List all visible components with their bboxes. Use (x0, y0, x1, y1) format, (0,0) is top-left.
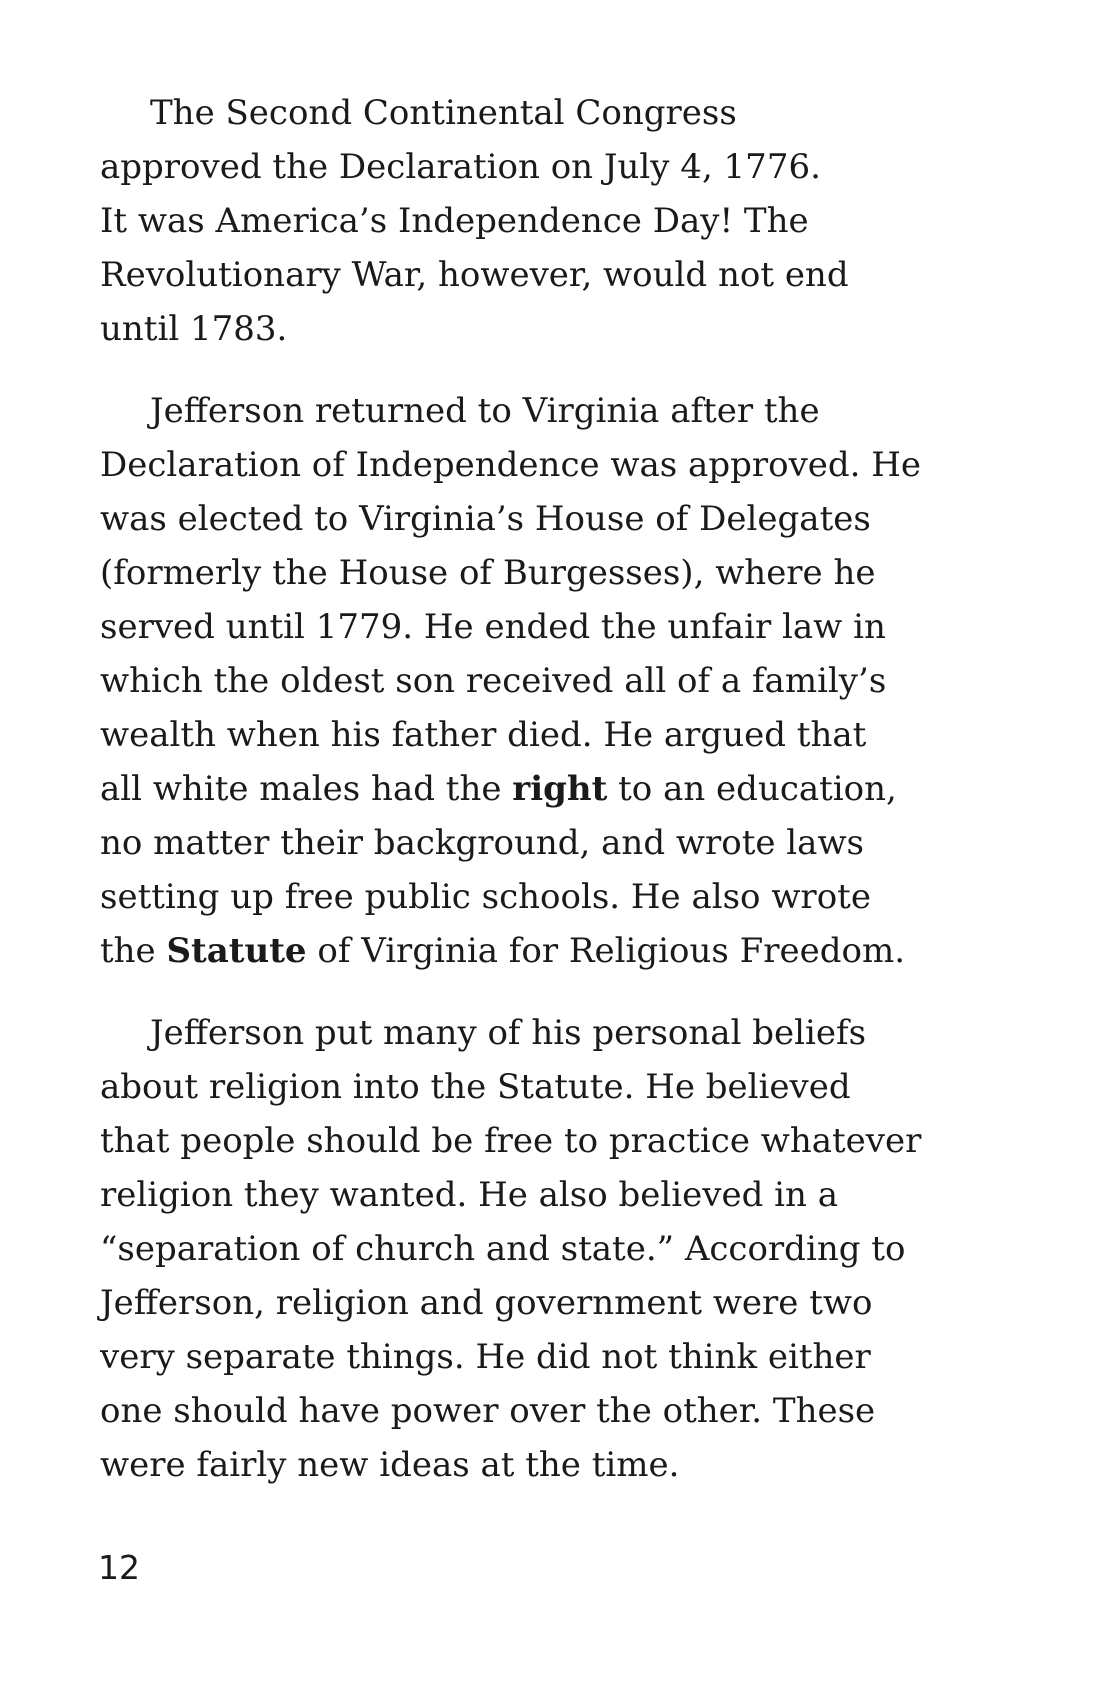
page-number: 12 (98, 1548, 140, 1587)
text-line: religion they wanted. He also believed in a (100, 1175, 839, 1215)
text-line: Jefferson returned to Virginia after the (150, 391, 820, 431)
text-line: was elected to Virginia’s House of Delegates (100, 499, 871, 539)
text-line: “separation of church and state.” According to (100, 1229, 906, 1269)
text-line: that people should be free to practice whatever (100, 1121, 922, 1161)
text-line (100, 924, 920, 978)
text-line: served until 1779. He ended the unfair law in (100, 607, 886, 647)
paragraph-gap (100, 978, 920, 1006)
text-line: setting up free public schools. He also wrote (100, 877, 871, 917)
paragraph-2 (100, 384, 920, 978)
paragraph-3 (100, 1006, 920, 1492)
text-line: Jefferson put many of his personal beliefs (150, 1013, 867, 1053)
text-line: were fairly new ideas at the time. (100, 1445, 680, 1485)
text-line: It was America’s Independence Day! The (100, 201, 809, 241)
text-run: the (100, 931, 167, 971)
text-line (100, 762, 920, 816)
paragraph-gap (100, 356, 920, 384)
vocab-word-statute: Statute (166, 931, 307, 971)
text-line: (formerly the House of Burgesses), where he (100, 553, 876, 593)
text-line: Jefferson, religion and government were two (100, 1283, 873, 1323)
text-line: Revolutionary War, however, would not end (100, 255, 849, 295)
text-line: wealth when his father died. He argued that (100, 715, 867, 755)
text-line: approved the Declaration on July 4, 1776. (100, 147, 821, 187)
text-run: all white males had the (100, 769, 513, 809)
body-text (100, 86, 920, 1492)
text-line: until 1783. (100, 309, 288, 349)
text-run: to an education, (607, 769, 897, 809)
text-line: very separate things. He did not think either (100, 1337, 871, 1377)
text-line: Declaration of Independence was approved. He (100, 445, 922, 485)
paragraph-1 (100, 86, 920, 356)
text-line: no matter their background, and wrote laws (100, 823, 865, 863)
text-line: which the oldest son received all of a family’s (100, 661, 887, 701)
vocab-word-right: right (512, 769, 608, 809)
text-run: of Virginia for Religious Freedom. (306, 931, 906, 971)
text-line: The Second Continental Congress (150, 93, 737, 133)
text-line: about religion into the Statute. He believed (100, 1067, 851, 1107)
text-line: one should have power over the other. These (100, 1391, 876, 1431)
